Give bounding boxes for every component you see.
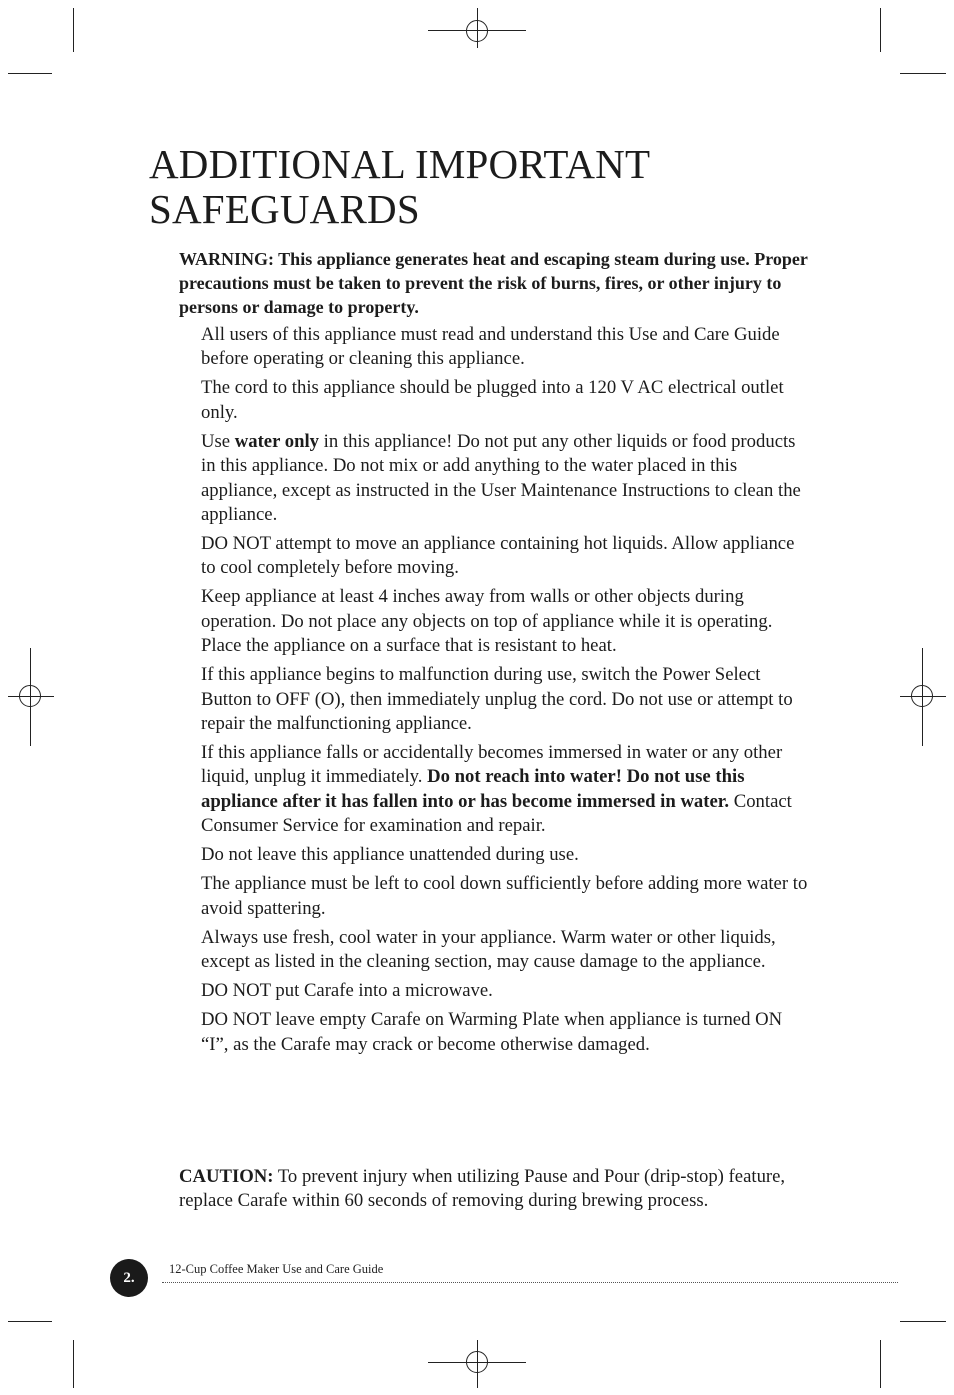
crop-mark (900, 1321, 946, 1322)
safeguard-item: All users of this appliance must read and understand this Use and Care Guide before operating or cleaning this appliance. (201, 324, 780, 370)
safeguard-item: DO NOT attempt to move an appliance containing hot liquids. Allow appliance to cool completely before moving. (201, 533, 795, 579)
safeguard-item: If this appliance begins to malfunction during use, switch the Power Select Button to OFF (O), then immediately unplug the cord. Do not use or attempt to repair the malfunctioning appliance. (201, 664, 793, 735)
warning-statement: WARNING: This appliance generates heat and escaping steam during use. Proper precautions must be taken to prevent the risk of burns, fires, or other injury to persons or damage to property. (179, 249, 808, 317)
crop-mark (880, 8, 881, 52)
crop-mark (900, 73, 946, 74)
page-number-badge: 2. (110, 1259, 148, 1297)
crop-mark (880, 1340, 881, 1388)
emphasis-text: water only (234, 430, 319, 452)
safeguard-item: Keep appliance at least 4 inches away from walls or other objects during operation. Do not place any objects on top of appliance while it is operating. Place the appliance on a surface that is resistant to heat. (201, 586, 773, 657)
page-title (149, 142, 849, 232)
safeguard-item: Do not leave this appliance unattended during use. (201, 844, 579, 866)
emphasis-text: Do not reach into water! Do not use this appliance after it has fallen into or has become immersed in water. (201, 766, 745, 812)
safeguard-item: DO NOT leave empty Carafe on Warming Plate when appliance is turned ON “I”, as the Carafe may crack or become otherwise damaged. (201, 1009, 783, 1055)
caution-text: To prevent injury when utilizing Pause and Pour (drip-stop) feature, replace Carafe within 60 seconds of removing during brewing process. (179, 1166, 786, 1212)
crop-mark (8, 73, 52, 74)
caution-statement (179, 1165, 799, 1214)
page-title-line-2: SAFEGUARDS (149, 186, 420, 232)
crop-mark (73, 8, 74, 52)
page-title-line-1: ADDITIONAL IMPORTANT (149, 141, 651, 187)
caution-label: CAUTION: (179, 1166, 274, 1187)
crop-mark (73, 1340, 74, 1388)
footer-dotted-rule (162, 1282, 898, 1283)
footer-guide-title: 12-Cup Coffee Maker Use and Care Guide (169, 1262, 384, 1276)
safeguard-item: The appliance must be left to cool down sufficiently before adding more water to avoid spattering. (201, 873, 808, 919)
crop-mark (8, 1321, 52, 1322)
safeguard-list (201, 323, 811, 1062)
safeguard-item: The cord to this appliance should be plugged into a 120 V AC electrical outlet only. (201, 377, 784, 423)
safeguard-item: If this appliance falls or accidentally becomes immersed in water or any other liquid, unplug it immediately. Do not reach into water! Do not use this appliance after it has fallen into or has become immersed in water. Contact Consumer Service for examination and repair. (201, 742, 792, 837)
safeguard-item: DO NOT put Carafe into a microwave. (201, 980, 493, 1002)
safeguard-item: Use water only in this appliance! Do not put any other liquids or food products in this appliance. Do not mix or add anything to the water placed in this appliance, except as instructed in the User Maintenance Instructions to clean the appliance. (201, 430, 801, 526)
safeguard-item: Always use fresh, cool water in your appliance. Warm water or other liquids, except as listed in the cleaning section, may cause damage to the appliance. (201, 926, 776, 973)
